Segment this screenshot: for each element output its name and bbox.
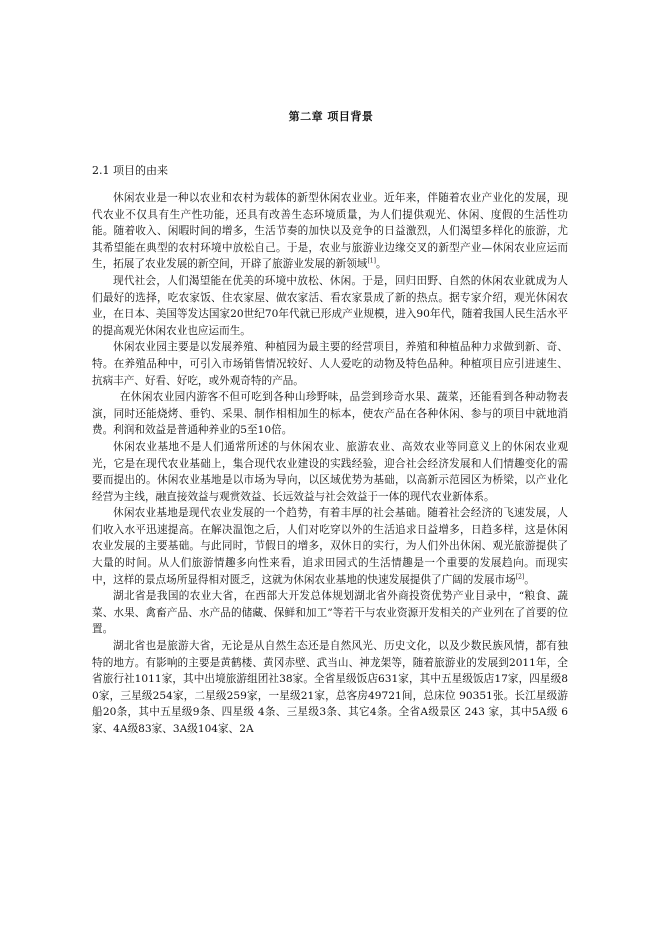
paragraph-6: 休闲农业基地是现代农业发展的一个趋势，有着丰厚的社会基础。随着社会经济的飞速发展，人们收入水平迅速提高。在解决温饱之后，人们对吃穿以外的生活追求日益增多，日趋多样，这是休闲农业发展的主要基础。与此同时，节假日的增多，双休日的实行，为人们外出休闲、观光旅游提供了大量的时间。从人们旅游情趣多向性来看，追求田园式的生活情趣是一个重要的发展趋向。而现实中，这样的景点场所显得相对匮乏，这就为休闲农业基地的快速发展提供了广阔的发展市场[2]。 [92, 507, 568, 586]
paragraph-4: 在休闲农业园内游客不但可吃到各种山珍野味，品尝到珍奇水果、蔬菜，还能看到各种动物表演，同时还能烧烤、垂钓、采果、制作相相加生的标本，使农产品在各种休闲、参与的项目中就地消费。利润和效益是普通种养业的5至10倍。 [92, 391, 568, 437]
section-heading: 2.1 项目的由来 [92, 164, 168, 177]
chapter-title: 第二章 项目背景 [288, 110, 374, 123]
body-text [92, 190, 568, 738]
paragraph-5: 休闲农业基地不是人们通常所述的与休闲农业、旅游农业、高效农业等同意义上的休闲农业观光，它是在现代农业基础上，集合现代农业建设的实践经验，迎合社会经济发展和人们情趣变化的需要而提出的。休闲农业基地是以市场为导向，以区域优势为基础，以高新示范园区为桥梁，以产业化经营为主线，融直接效益与观赏效益、长远效益与社会效益于一体的现代农业新体系。 [92, 440, 568, 503]
citation-ref: [1] [367, 257, 376, 265]
citation-ref: [2] [515, 573, 525, 581]
paragraph-7: 湖北省是我国的农业大省，在西部大开发总体规划湖北省外商投资优势产业目录中，“粮食、蔬菜、水果、禽畜产品、水产品的储藏、保鲜和加工”等若干与农业资源开发相关的产业列在了首要的位置。 [92, 590, 568, 636]
paragraph-8: 湖北省也是旅游大省，无论是从自然生态还是自然风光、历史文化，以及少数民族风情，都有独特的地方。有影响的主要是黄鹤楼、黄冈赤壁、武当山、神龙架等，随着旅游业的发展到2011年，全省旅行社1011家，其中出境旅游组团社38家。全省星级饭店631家，其中五星级饭店17家，四星级80家，三星级254家，二星级259家，一星级21家，总客房49721间，总床位 90351张。长江星级游船20条，其中五星级9条、四星级 4条、三星级3条、其它4条。全省A级景区 243 家，其中5A级 6家、4A级83家、3A级104家、2A [92, 640, 568, 735]
paragraph-2: 现代社会，人们渴望能在优美的环境中放松、休闲。于是，回归田野、自然的休闲农业就成为人们最好的选择，吃农家饭、住农家屋、做农家活、看农家景成了新的热点。据专家介绍，观光休闲农业，在日本、美国等发达国家20世纪70年代就已形成产业规模，进入90年代，随着我国人民生活水平的提高观光休闲农业也应运而生。 [92, 274, 568, 337]
paragraph-3: 休闲农业园主要是以发展养殖、种植园为最主要的经营项目，养殖和种植品种力求做到新、奇、特。在养殖品种中，可引入市场销售情况较好、人人爱吃的动物及特色品种。种植项目应引进速生、抗病丰产、好看、好吃，或外观奇特的产品。 [92, 341, 568, 387]
paragraph-1: 休闲农业是一种以农业和农村为载体的新型休闲农业业。近年来，伴随着农业产业化的发展，现代农业不仅具有生产性功能，还具有改善生态环境质量，为人们提供观光、休闲、度假的生活性功能。随着收入、闲暇时间的增多，生活节奏的加快以及竞争的日益激烈，人们渴望多样化的旅游，尤其希望能在典型的农村环境中放松自己。于是，农业与旅游业边缘交叉的新型产业—休闲农业应运而生，拓展了农业发展的新空间，开辟了旅游业发展的新领域[1]。 [92, 192, 568, 271]
